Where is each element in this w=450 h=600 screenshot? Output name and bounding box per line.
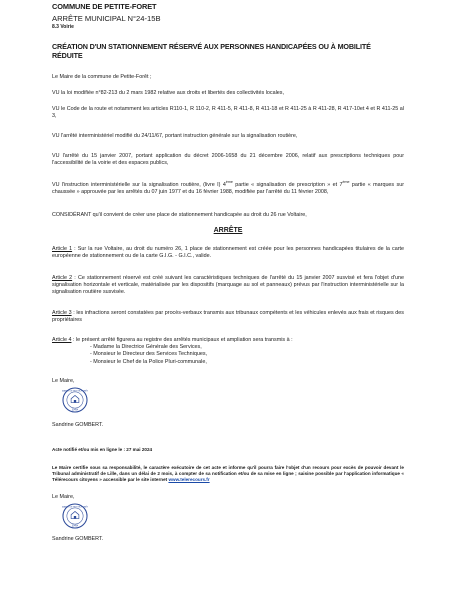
posting-date: Acte notifié et/ou mis en ligne le : 27 mai 2024: [52, 447, 153, 452]
svg-text:MAIRIE DE PETITE-FORÊT: MAIRIE DE PETITE-FORÊT: [62, 390, 88, 393]
vu-loi: VU la loi modifiée n°82-213 du 2 mars 1982 relative aux droits et libertés des collectivités locales,: [52, 90, 284, 96]
recipient-item: - Monsieur le Directeur des Services Techniques,: [90, 351, 404, 358]
article-label: Article 4: [52, 337, 72, 343]
signature-block-2: [52, 494, 103, 542]
article-1: Article 1 : Sur la rue Voltaire, au droit du numéro 26, 1 place de stationnement est créée pour les personnes handicapées titulaires de la carte européenne de stationnement ou de la carte G.I.G. - G.I.C., valide.: [52, 246, 404, 260]
signature-role: Le Maire,: [52, 494, 75, 500]
svg-text:59494: 59494: [71, 409, 79, 412]
signatory-name: Sandrine GOMBERT.: [52, 536, 104, 542]
arrete-number: ARRÊTE MUNICIPAL N°24-15B: [52, 14, 161, 23]
svg-text:59494: 59494: [71, 525, 79, 528]
recipient-list: [52, 344, 404, 366]
vu-code: VU le Code de la route et notamment les articles R110-1, R 110-2, R 411-5, R 411-8, R 411-18 et R 411-25 à R 411-28, R 417-10et 4 et R 411-25 al 3,: [52, 106, 404, 120]
recipient-item: - Monsieur le Chef de la Police Pluri-communale,: [90, 359, 404, 366]
arrete-heading: ARRÊTE: [213, 227, 243, 234]
article-4: Article 4 : le présent arrêté figurera au registre des arrêtés municipaux et ampliation sera transmis à : - Madame la Directrice Générale des Services, - Monsieur le Directeur des Services Techniques, - Monsieur le Chef de la Police Pluri-communale,: [52, 337, 404, 366]
article-label: Article 2: [52, 275, 73, 281]
svg-text:MAIRIE DE PETITE-FORÊT: MAIRIE DE PETITE-FORÊT: [62, 506, 88, 509]
signature-block: [52, 378, 103, 428]
vu-instruction: VU l'instruction interministérielle sur la signalisation routière, (livre I) 4ème partie « signalisation de prescription » et 7ème partie « marques sur chaussée » approuvée par les arrêtés du 07 juin 1977 et du 16 février 1988, modifiée par l'arrêté du 11 février 2008,: [52, 180, 405, 195]
mairie-seal-icon: [62, 503, 88, 529]
article-3: Article 3 : les infractions seront constatées par procès-verbaux transmis aux tribunaux compétents et les véhicules enlevés aux frais et risques des propriétaires: [52, 310, 404, 324]
signatory-name: Sandrine GOMBERT.: [52, 422, 104, 428]
preamble-intro: Le Maire de la commune de Petite-Forêt ;: [52, 74, 152, 80]
article-label: Article 1: [52, 246, 73, 252]
recipient-item: - Madame la Directrice Générale des Services,: [90, 344, 404, 351]
legal-notice: Le Maire certifie sous sa responsabilité, le caractère exécutoire de cet acte et informe qu'il pourra faire l'objet d'un recours pour excès de pouvoir devant le Tribunal administratif de Lille, dans un délai de 2 mois, à compter de sa notification et/ou de sa mise en ligne ; saisine possible par l'application informatique « Télérecours citoyens » accessible par le site internet www.telerecours.fr: [52, 465, 404, 482]
mairie-seal-icon: [62, 387, 88, 413]
considerant: CONSIDÉRANT qu'il convient de créer une place de stationnement handicapée au droit du 26 rue Voltaire,: [52, 212, 307, 218]
article-2: Article 2 : Ce stationnement réservé est créé suivant les caractéristiques techniques de l'arrêté du 15 janvier 2007 susvisé et fera l'objet d'une signalisation horizontale et verticale, matérialisée par les dispositifs (marquage au sol et panneaux) prévus par l'instruction interministérielle sur la signalisation routière susvisée.: [52, 275, 404, 296]
vu-arrete-2007: VU l'arrêté du 15 janvier 2007, portant application du décret 2006-1658 du 21 décembre 2006, relatif aux prescriptions techniques pour l'accessibilité de la voirie et des espaces publics,: [52, 153, 404, 167]
vu-arrete-1967: VU l'arrêté interministériel modifié du 24/11/67, portant instruction générale sur la signalisation routière,: [52, 133, 298, 139]
document-title: CRÉATION D'UN STATIONNEMENT RÉSERVÉ AUX PERSONNES HANDICAPÉES OU À MOBILITÉ RÉDUITE: [52, 42, 371, 60]
category-label: 8.3 Voirie: [52, 24, 74, 30]
commune-name: COMMUNE DE PETITE-FORET: [52, 2, 157, 11]
signature-role: Le Maire,: [52, 378, 75, 384]
telerecours-link[interactable]: www.telerecours.fr: [168, 476, 210, 482]
article-label: Article 3: [52, 310, 72, 316]
